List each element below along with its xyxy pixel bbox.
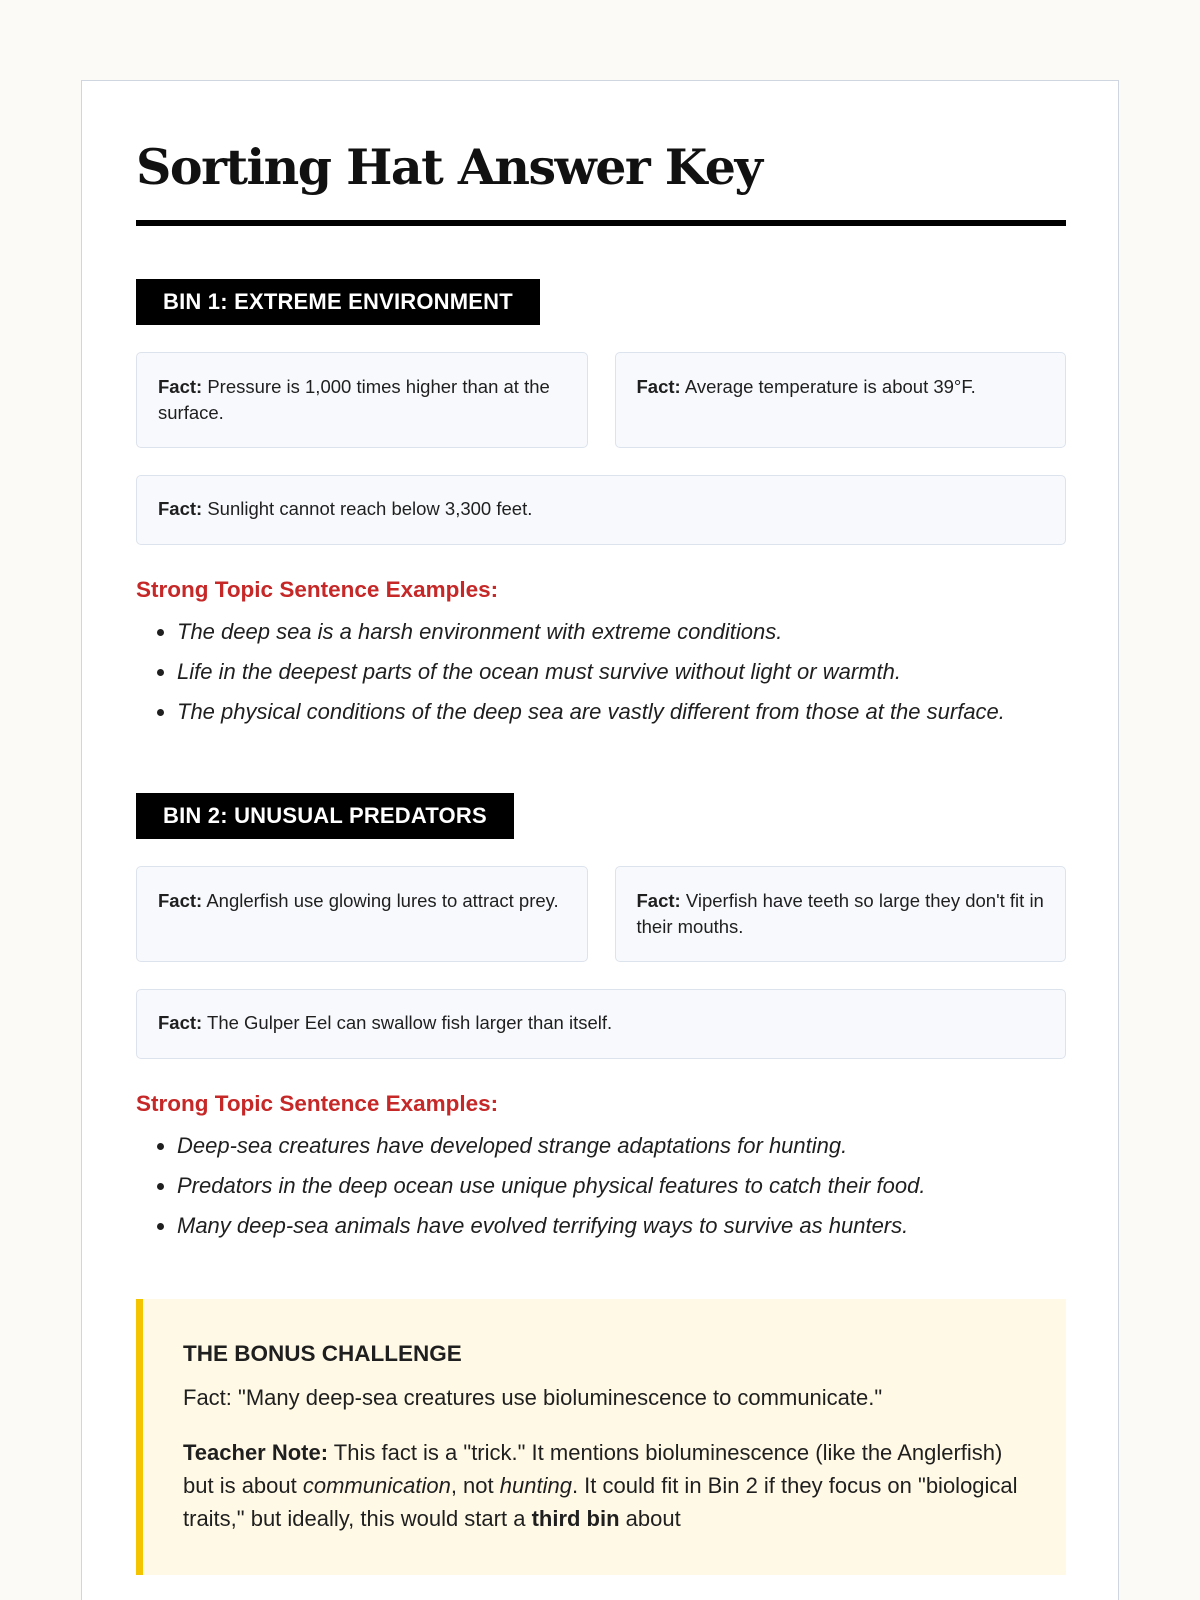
bin-1-section [136, 226, 1066, 728]
fact-card [615, 866, 1067, 962]
bin-2-label: BIN 2: UNUSUAL PREDATORS [136, 793, 514, 839]
bonus-challenge-box [136, 1299, 1066, 1575]
examples-list [136, 615, 1066, 728]
teacher-note-label: Teacher Note: [183, 1440, 329, 1465]
bin-2-section [136, 735, 1066, 1242]
teacher-note-text: about [619, 1506, 681, 1531]
fact-text: Anglerfish use glowing lures to attract prey. [206, 890, 559, 911]
fact-key: Fact: [636, 376, 681, 397]
fact-card [136, 475, 1066, 545]
fact-key: Fact: [636, 890, 681, 911]
fact-card [615, 352, 1067, 448]
example-item: • The deep sea is a harsh environment with extreme conditions. [177, 615, 1066, 648]
fact-card [136, 352, 588, 448]
teacher-note [183, 1436, 1030, 1535]
bin-1-fact-row [136, 352, 1066, 448]
bin-1-label: BIN 1: EXTREME ENVIRONMENT [136, 279, 540, 325]
example-item: • Many deep-sea animals have evolved terrifying ways to survive as hunters. [177, 1209, 1066, 1242]
fact-key: Fact: [158, 498, 203, 519]
teacher-note-text: . It could fit in Bin 2 if they focus on "biological traits," but ideally, this would start a [183, 1473, 1018, 1531]
fact-text: Pressure is 1,000 times higher than at the surface. [158, 376, 550, 423]
bonus-fact: Fact: "Many deep-sea creatures use bioluminescence to communicate." [183, 1385, 883, 1410]
example-item: • The physical conditions of the deep sea are vastly different from those at the surface. [177, 695, 1066, 728]
fact-text: Average temperature is about 39°F. [684, 376, 976, 397]
fact-key: Fact: [158, 890, 203, 911]
examples-heading: Strong Topic Sentence Examples: [136, 577, 499, 602]
teacher-note-emphasis: hunting [499, 1473, 572, 1498]
bin-2-fact-row [136, 866, 1066, 962]
example-item: • Deep-sea creatures have developed strange adaptations for hunting. [177, 1129, 1066, 1162]
fact-key: Fact: [158, 1012, 203, 1033]
fact-card [136, 866, 588, 962]
answer-key-page [81, 80, 1119, 1600]
page-content [136, 135, 1066, 1575]
teacher-note-emphasis: communication [302, 1473, 451, 1498]
fact-key: Fact: [158, 376, 203, 397]
teacher-note-strong: third bin [531, 1506, 620, 1531]
teacher-note-text: This fact is a "trick." It mentions bioluminescence (like the Anglerfish) but is about [183, 1440, 1003, 1498]
fact-text: The Gulper Eel can swallow fish larger than itself. [207, 1012, 613, 1033]
fact-text: Sunlight cannot reach below 3,300 feet. [207, 498, 533, 519]
teacher-note-text: , not [450, 1473, 500, 1498]
example-item: • Life in the deepest parts of the ocean must survive without light or warmth. [177, 655, 1066, 688]
examples-heading: Strong Topic Sentence Examples: [136, 1091, 499, 1116]
examples-list [136, 1129, 1066, 1242]
fact-card [136, 989, 1066, 1059]
page-title: Sorting Hat Answer Key [136, 138, 762, 196]
example-item: • Predators in the deep ocean use unique physical features to catch their food. [177, 1169, 1066, 1202]
fact-text: Viperfish have teeth so large they don't fit in their mouths. [636, 890, 1044, 937]
bonus-title: THE BONUS CHALLENGE [183, 1341, 462, 1366]
